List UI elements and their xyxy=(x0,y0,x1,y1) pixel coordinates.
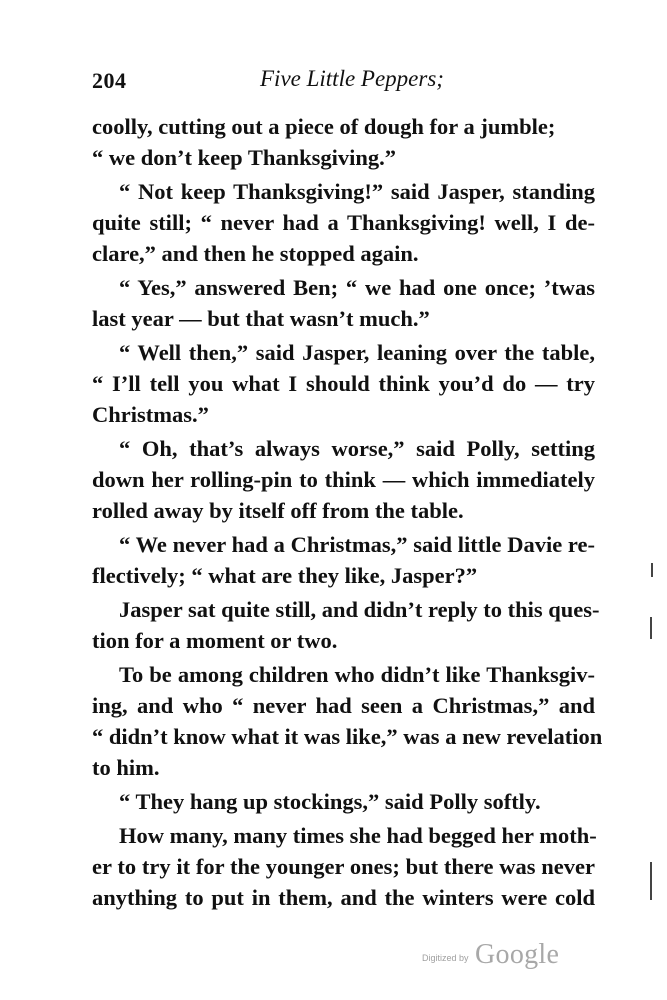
text-line: “ I’ll tell you what I should think you’d do — try xyxy=(92,371,595,396)
text-line: “ Not keep Thanksgiving!” said Jasper, standing xyxy=(119,179,595,204)
text-line: quite still; “ never had a Thanksgiving! well, I de- xyxy=(92,210,595,235)
text-line: flectively; “ what are they like, Jasper?” xyxy=(92,563,478,588)
page-number: 204 xyxy=(92,68,127,93)
text-line: down her rolling-pin to think — which immediately xyxy=(92,467,595,492)
text-line: “ Oh, that’s always worse,” said Polly, setting xyxy=(119,436,595,461)
text-line: coolly, cutting out a piece of dough for a jumble; xyxy=(92,114,556,139)
running-head: Five Little Peppers; xyxy=(260,66,444,91)
text-line: to him. xyxy=(92,755,160,780)
text-line: “ Well then,” said Jasper, leaning over the table, xyxy=(119,340,595,365)
text-line: rolled away by itself off from the table. xyxy=(92,498,464,523)
text-line: “ didn’t know what it was like,” was a new revelation xyxy=(92,724,603,749)
text-line: Christmas.” xyxy=(92,402,209,427)
text-line: tion for a moment or two. xyxy=(92,628,338,653)
text-line: How many, many times she had begged her moth- xyxy=(119,823,597,848)
text-line: “ We never had a Christmas,” said little Davie re- xyxy=(119,532,595,557)
margin-mark xyxy=(650,617,652,639)
text-line: Jasper sat quite still, and didn’t reply to this ques- xyxy=(119,597,600,622)
text-line: er to try it for the younger ones; but there was never xyxy=(92,854,595,879)
text-line: last year — but that wasn’t much.” xyxy=(92,306,430,331)
google-logo: Google xyxy=(475,939,560,970)
text-line: ing, and who “ never had seen a Christmas,” and xyxy=(92,693,595,718)
text-line: “ Yes,” answered Ben; “ we had one once; ’twas xyxy=(119,275,595,300)
text-line: “ They hang up stockings,” said Polly softly. xyxy=(119,789,541,814)
text-line: To be among children who didn’t like Thanksgiv- xyxy=(119,662,595,687)
page-header xyxy=(92,62,595,96)
margin-mark xyxy=(650,862,652,900)
margin-mark xyxy=(651,563,653,577)
text-line: anything to put in them, and the winters were cold xyxy=(92,885,595,910)
digitized-label: Digitized by xyxy=(422,953,469,963)
text-line: clare,” and then he stopped again. xyxy=(92,241,419,266)
text-line: “ we don’t keep Thanksgiving.” xyxy=(92,145,397,170)
